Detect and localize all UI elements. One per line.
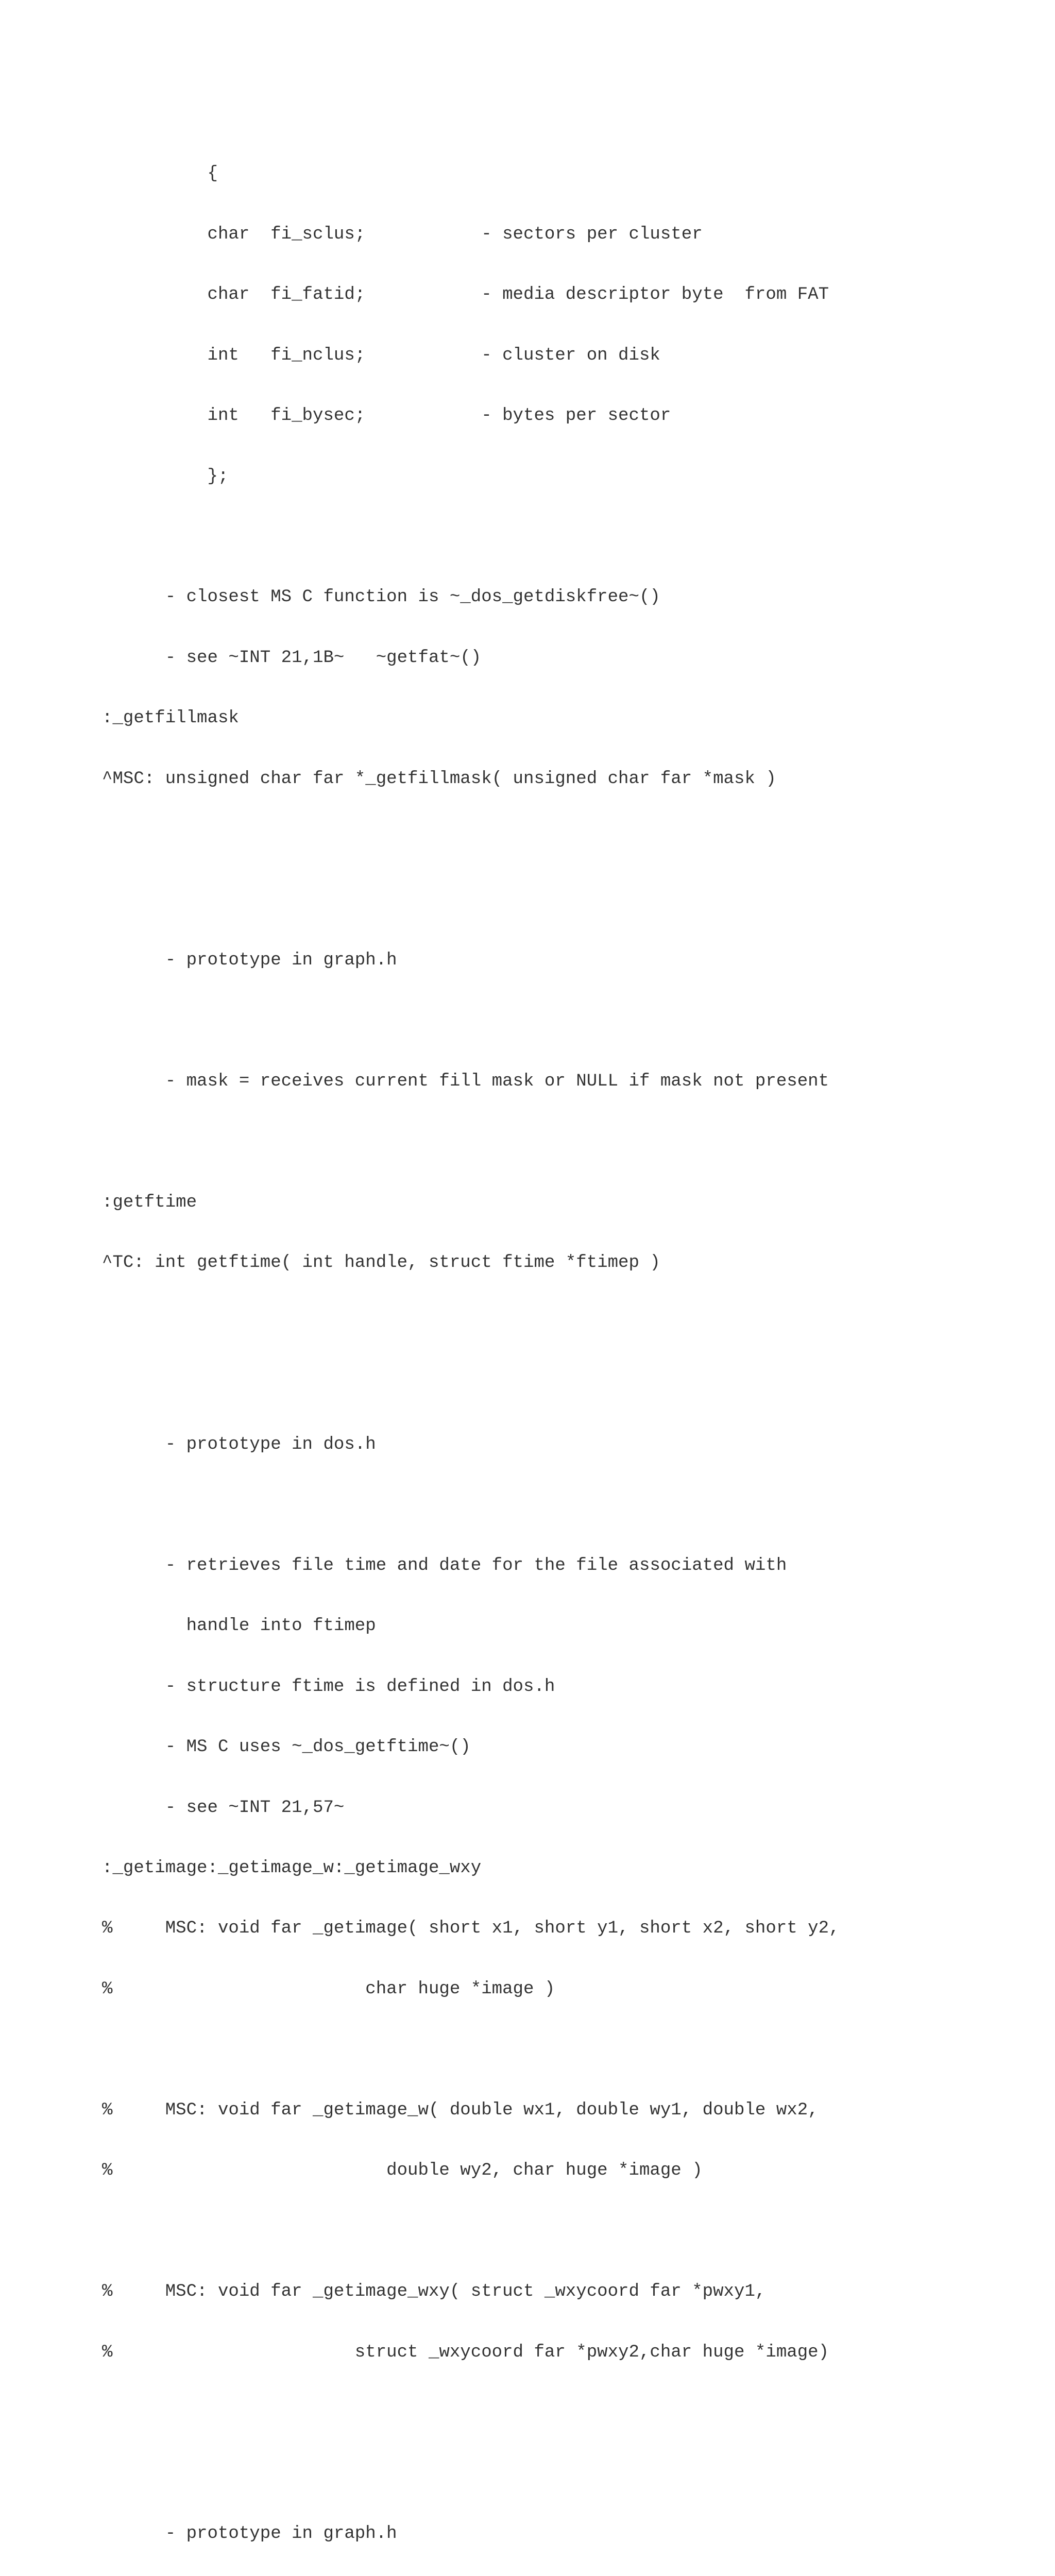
text-line: }; — [102, 466, 229, 486]
text-line: char fi_sclus; - sectors per cluster — [102, 224, 703, 244]
text-line: % MSC: void far _getimage( short x1, short y1, short x2, short y2, — [102, 1919, 840, 1939]
text-line: - MS C uses ~_dos_getftime~() — [102, 1737, 471, 1757]
text-line — [102, 1374, 871, 1394]
text-line — [102, 890, 871, 910]
text-line: - retrieves file time and date for the file associated with — [102, 1555, 787, 1575]
text-line: % struct _wxycoord far *pwxy2,char huge *image) — [102, 2342, 829, 2362]
text-line: char fi_fatid; - media descriptor byte from FAT — [102, 285, 829, 305]
text-line — [102, 2040, 871, 2060]
text-line: - prototype in graph.h — [102, 951, 397, 971]
text-line: % MSC: void far _getimage_wxy( struct _wxycoord far *pwxy1, — [102, 2282, 766, 2302]
text-line: - see ~INT 21,1B~ ~getfat~() — [102, 648, 482, 668]
text-line — [102, 1011, 871, 1031]
text-line — [102, 1495, 871, 1515]
text-line: handle into ftimep — [102, 1616, 376, 1636]
text-line: - structure ftime is defined in dos.h — [102, 1676, 555, 1697]
text-line: % MSC: void far _getimage_w( double wx1, double wy1, double wx2, — [102, 2100, 819, 2120]
document-page — [102, 124, 871, 2576]
text-line: - closest MS C function is ~_dos_getdiskfree~() — [102, 587, 660, 607]
text-line: :_getfillmask — [102, 708, 239, 728]
text-line: ^MSC: unsigned char far *_getfillmask( unsigned char far *mask ) — [102, 769, 776, 789]
text-line: - prototype in dos.h — [102, 1434, 376, 1454]
text-line: :getftime — [102, 1193, 197, 1213]
text-line — [102, 2403, 871, 2423]
text-line: { — [102, 164, 218, 184]
text-line — [102, 2464, 871, 2484]
text-line: - prototype in graph.h — [102, 2523, 397, 2544]
text-line — [102, 829, 871, 850]
text-line: int fi_bysec; - bytes per sector — [102, 406, 671, 426]
text-line — [102, 1314, 871, 1334]
text-line: % char huge *image ) — [102, 1979, 555, 1999]
text-line: :_getimage:_getimage_w:_getimage_wxy — [102, 1858, 482, 1878]
text-line: ^TC: int getftime( int handle, struct ftime *ftimep ) — [102, 1253, 660, 1273]
text-line: - see ~INT 21,57~ — [102, 1798, 345, 1818]
text-line: int fi_nclus; - cluster on disk — [102, 345, 660, 365]
text-line: - mask = receives current fill mask or NULL if mask not present — [102, 1072, 829, 1092]
text-line — [102, 527, 871, 547]
text-line — [102, 1132, 871, 1153]
text-line: % double wy2, char huge *image ) — [102, 2161, 703, 2181]
text-line — [102, 2222, 871, 2242]
